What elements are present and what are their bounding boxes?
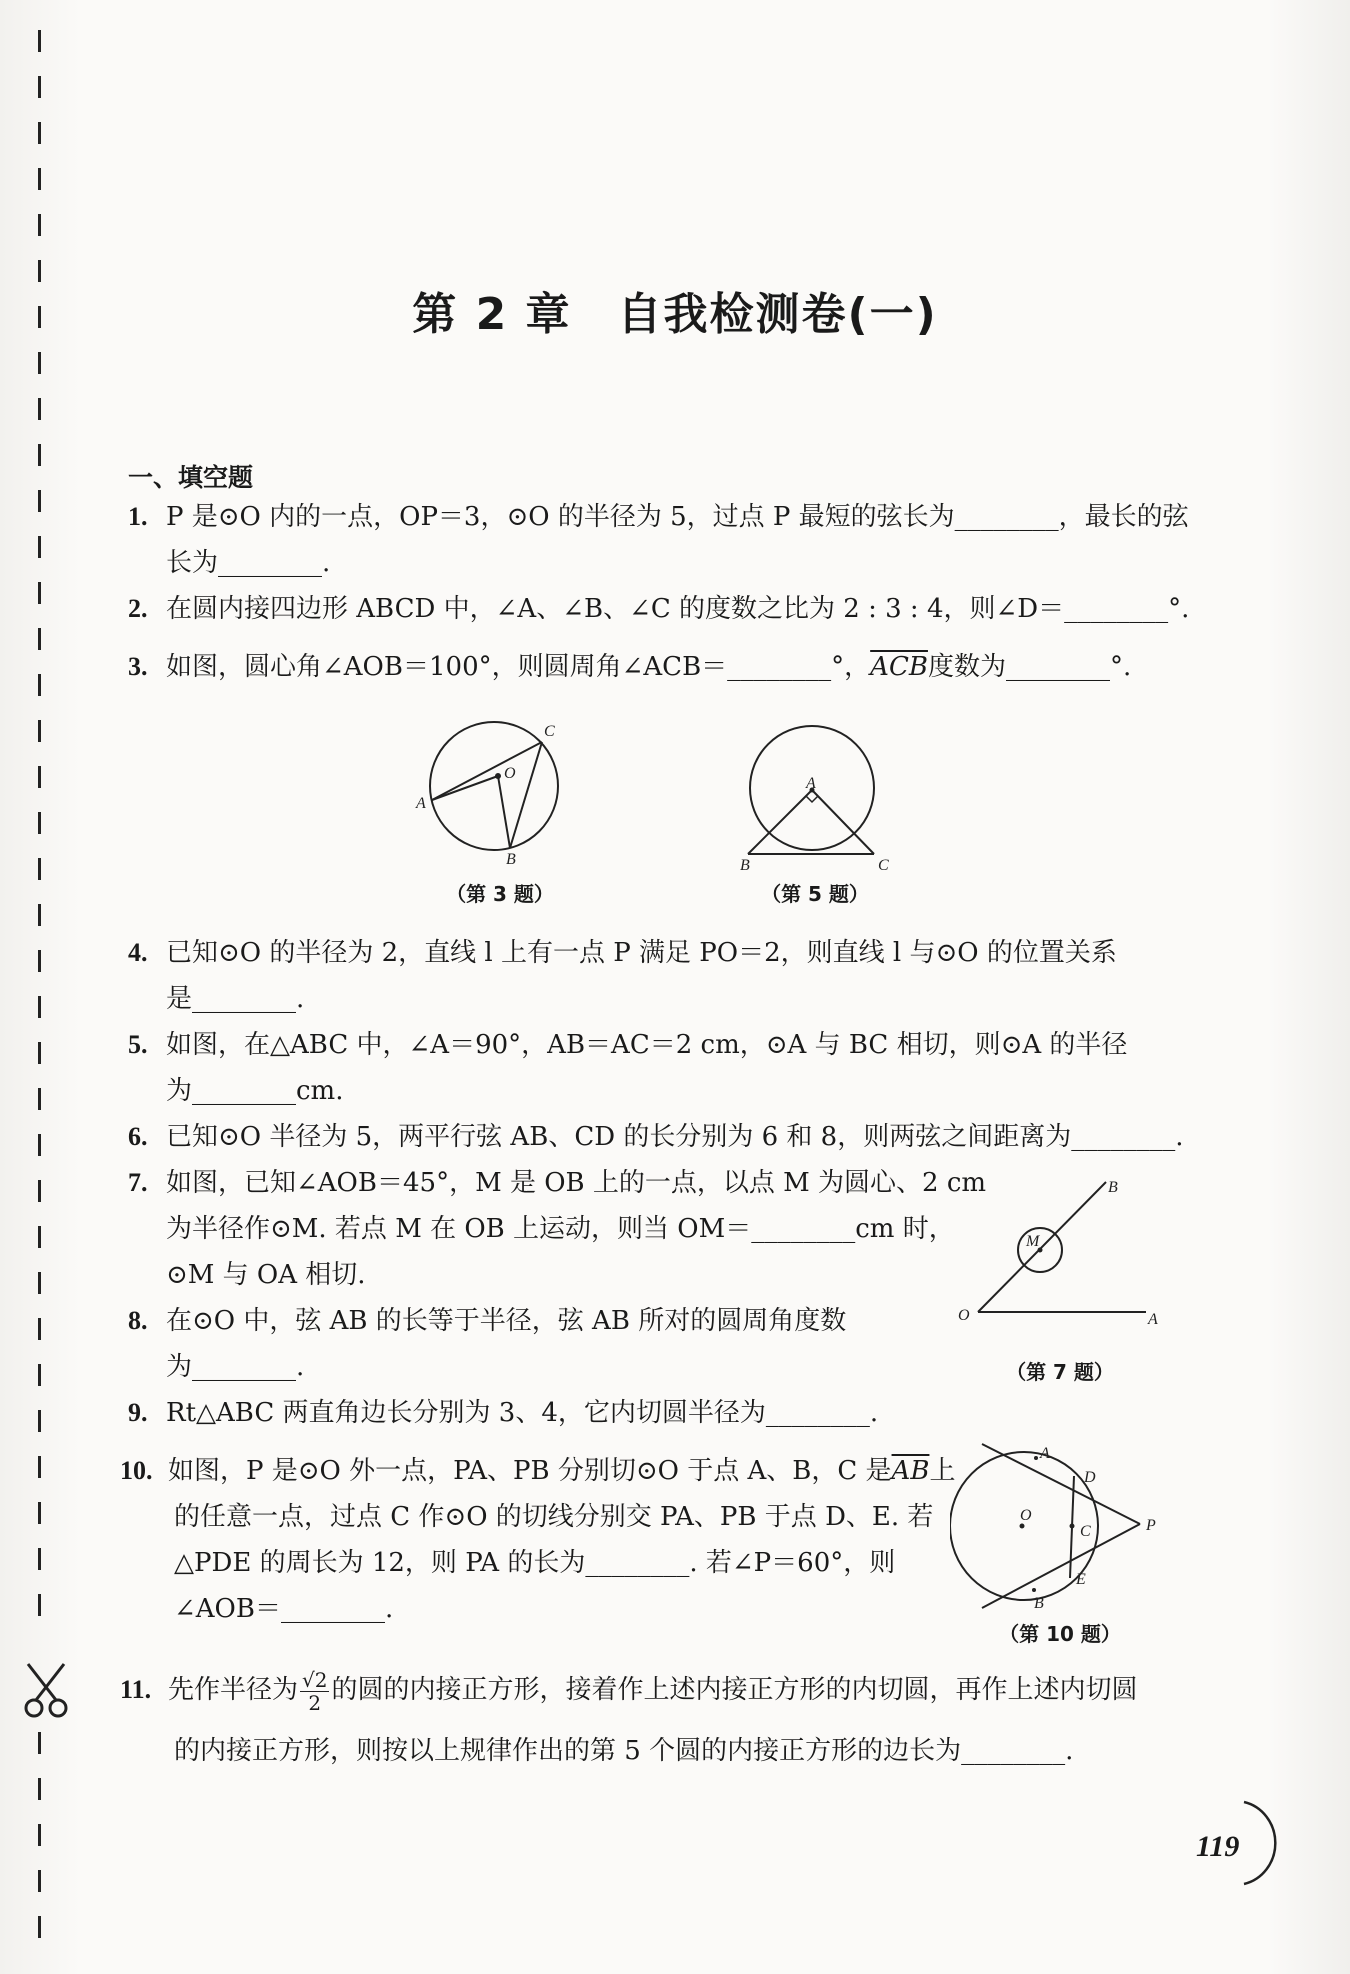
cut-line-dash <box>38 950 41 972</box>
question-text: 如图，在△ABC 中，∠A＝90°，AB＝AC＝2 cm，⊙A 与 BC 相切，则⊙A 的半径 <box>166 1030 1128 1060</box>
question-7-cont: 为半径作⊙M. 若点 M 在 OB 上运动，则当 OM＝________cm 时， <box>166 1214 955 1244</box>
question-5 <box>128 1022 1127 1068</box>
cut-line-dash <box>38 76 41 98</box>
cut-line-dash <box>38 1778 41 1800</box>
question-text-b: 的圆的内接正方形，接着作上述内接正方形的内切圆，再作上述内切圆 <box>331 1675 1138 1705</box>
figure-7 <box>950 1170 1180 1340</box>
cut-line-dash <box>38 1088 41 1110</box>
cut-line-dash <box>38 674 41 696</box>
label-c: C <box>544 723 555 740</box>
cut-line-dash <box>38 490 41 512</box>
label-o: O <box>504 765 516 782</box>
cut-line-dash <box>38 1870 41 1892</box>
question-1 <box>128 494 1189 540</box>
figure-10 <box>950 1440 1180 1610</box>
page-number: 119 <box>1196 1830 1240 1863</box>
question-5-cont: 为________cm. <box>166 1076 344 1106</box>
cut-line-dash <box>38 352 41 374</box>
question-number: 11. <box>120 1675 152 1704</box>
label-p: P <box>1146 1517 1156 1534</box>
label-o: O <box>1020 1507 1032 1524</box>
question-10-cont2: △PDE 的周长为 12，则 PA 的长为________. 若∠P＝60°，则 <box>174 1548 896 1578</box>
question-4-cont: 是________. <box>166 984 305 1014</box>
cut-line-dash <box>38 536 41 558</box>
cut-line-dash <box>38 168 41 190</box>
question-8 <box>128 1298 846 1344</box>
question-number: 9. <box>128 1398 148 1427</box>
fraction <box>300 1669 329 1714</box>
question-number: 4. <box>128 938 148 967</box>
question-10-cont3: ∠AOB＝________. <box>174 1594 394 1624</box>
cut-line-dash <box>38 1272 41 1294</box>
question-text: 已知⊙O 半径为 5，两平行弦 AB、CD 的长分别为 6 和 8，则两弦之间距离为________. <box>166 1122 1184 1152</box>
circle-o <box>430 722 558 850</box>
question-text-b: 度数为________°. <box>927 652 1132 682</box>
cut-line-dash <box>38 904 41 926</box>
page-title: 第 2 章 自我检测卷(一) <box>412 289 938 340</box>
label-m: M <box>1026 1233 1040 1250</box>
cut-line-dash <box>38 1318 41 1340</box>
label-b: B <box>506 851 516 868</box>
question-text: 在⊙O 中，弦 AB 的长等于半径，弦 AB 所对的圆周角度数 <box>166 1306 847 1336</box>
fraction-numerator: √2 <box>302 1667 328 1692</box>
cut-line-dash <box>38 1594 41 1616</box>
label-a: A <box>1148 1311 1158 1328</box>
section-heading: 一、填空题 <box>128 463 254 492</box>
cut-line-dash <box>38 858 41 880</box>
label-c: C <box>878 857 889 872</box>
question-9 <box>128 1390 878 1436</box>
question-11-cont: 的内接正方形，则按以上规律作出的第 5 个圆的内接正方形的边长为________. <box>174 1736 1074 1766</box>
question-number: 10. <box>120 1456 153 1485</box>
question-number: 3. <box>128 652 148 681</box>
cut-line-dash <box>38 582 41 604</box>
cut-line-dash <box>38 1226 41 1248</box>
question-text: 已知⊙O 的半径为 2，直线 l 上有一点 P 满足 PO＝2，则直线 l 与⊙O 的位置关系 <box>166 938 1117 968</box>
question-text: 如图，圆心角∠AOB＝100°，则圆周角∠ACB＝________°， <box>166 652 871 682</box>
figure-5-caption: （第 5 题） <box>761 882 869 906</box>
label-b: B <box>1034 1595 1044 1610</box>
question-text-b: 上 <box>929 1456 956 1486</box>
question-text: 如图，P 是⊙O 外一点，PA、PB 分别切⊙O 于点 A、B，C 是 <box>168 1456 892 1486</box>
cut-line-dash <box>38 214 41 236</box>
question-text: 先作半径为 <box>168 1675 299 1705</box>
cut-line-dash <box>38 1180 41 1202</box>
page-number-arc <box>1238 1798 1288 1888</box>
cut-line-dash <box>38 444 41 466</box>
question-2 <box>128 586 1189 632</box>
question-3 <box>128 644 1131 690</box>
scissors-icon <box>22 1660 70 1722</box>
cut-line-dash <box>38 1916 41 1938</box>
figure-7-caption: （第 7 题） <box>1006 1360 1114 1384</box>
figure-3 <box>410 718 570 868</box>
cut-line-dash <box>38 1732 41 1754</box>
cut-line-dash <box>38 1824 41 1846</box>
question-text: 在圆内接四边形 ABCD 中，∠A、∠B、∠C 的度数之比为 2 : 3 : 4，则∠D＝________°. <box>166 594 1190 624</box>
cut-line-dash <box>38 1502 41 1524</box>
question-8-cont: 为________. <box>166 1352 305 1382</box>
question-number: 2. <box>128 594 148 623</box>
question-10-cont: 的任意一点，过点 C 作⊙O 的切线分别交 PA、PB 于点 D、E. 若 <box>174 1502 934 1532</box>
cut-line-dash <box>38 1134 41 1156</box>
cut-line-dash <box>38 996 41 1018</box>
question-6 <box>128 1114 1183 1160</box>
question-7-cont2: ⊙M 与 OA 相切. <box>166 1260 366 1290</box>
cut-line-dash <box>38 122 41 144</box>
figure-3-caption: （第 3 题） <box>446 882 554 906</box>
question-text: P 是⊙O 内的一点，OP＝3，⊙O 的半径为 5，过点 P 最短的弦长为________，最长的弦 <box>166 502 1189 532</box>
label-b: B <box>740 857 750 872</box>
figure-5 <box>740 722 900 872</box>
arc-label: $\overline{ACB}$ <box>870 652 928 682</box>
question-text: Rt△ABC 两直角边长分别为 3、4，它内切圆半径为________. <box>166 1398 879 1428</box>
label-b: B <box>1108 1179 1118 1196</box>
question-text: 如图，已知∠AOB＝45°，M 是 OB 上的一点，以点 M 为圆心、2 cm <box>166 1168 987 1198</box>
question-number: 5. <box>128 1030 148 1059</box>
cut-line-dash <box>38 1042 41 1064</box>
question-4 <box>128 930 1117 976</box>
question-1-cont: 长为________. <box>166 548 331 578</box>
question-number: 6. <box>128 1122 148 1151</box>
cut-line-dash <box>38 1364 41 1386</box>
arc-label: $\overline{AB}$ <box>891 1456 930 1486</box>
label-c: C <box>1080 1523 1091 1540</box>
label-a: A <box>416 795 426 812</box>
label-a: A <box>806 775 816 792</box>
cut-line-dash <box>38 720 41 742</box>
label-e: E <box>1076 1571 1086 1588</box>
cut-line-dash <box>38 766 41 788</box>
question-number: 1. <box>128 502 148 531</box>
question-11 <box>120 1664 1138 1716</box>
cut-line-dash <box>38 1456 41 1478</box>
cut-line-dash <box>38 30 41 52</box>
question-10 <box>120 1448 955 1494</box>
figure-10-caption: （第 10 题） <box>999 1622 1121 1646</box>
question-7 <box>128 1160 986 1206</box>
cut-line-dash <box>38 398 41 420</box>
label-o: O <box>958 1307 970 1324</box>
question-number: 8. <box>128 1306 148 1335</box>
label-a: A <box>1040 1445 1050 1462</box>
fraction-denominator: 2 <box>308 1690 322 1715</box>
cut-line-dash <box>38 812 41 834</box>
cut-line-dash <box>38 628 41 650</box>
label-d: D <box>1084 1469 1096 1486</box>
cut-line-dash <box>38 1410 41 1432</box>
cut-line-dash <box>38 1548 41 1570</box>
question-number: 7. <box>128 1168 148 1197</box>
